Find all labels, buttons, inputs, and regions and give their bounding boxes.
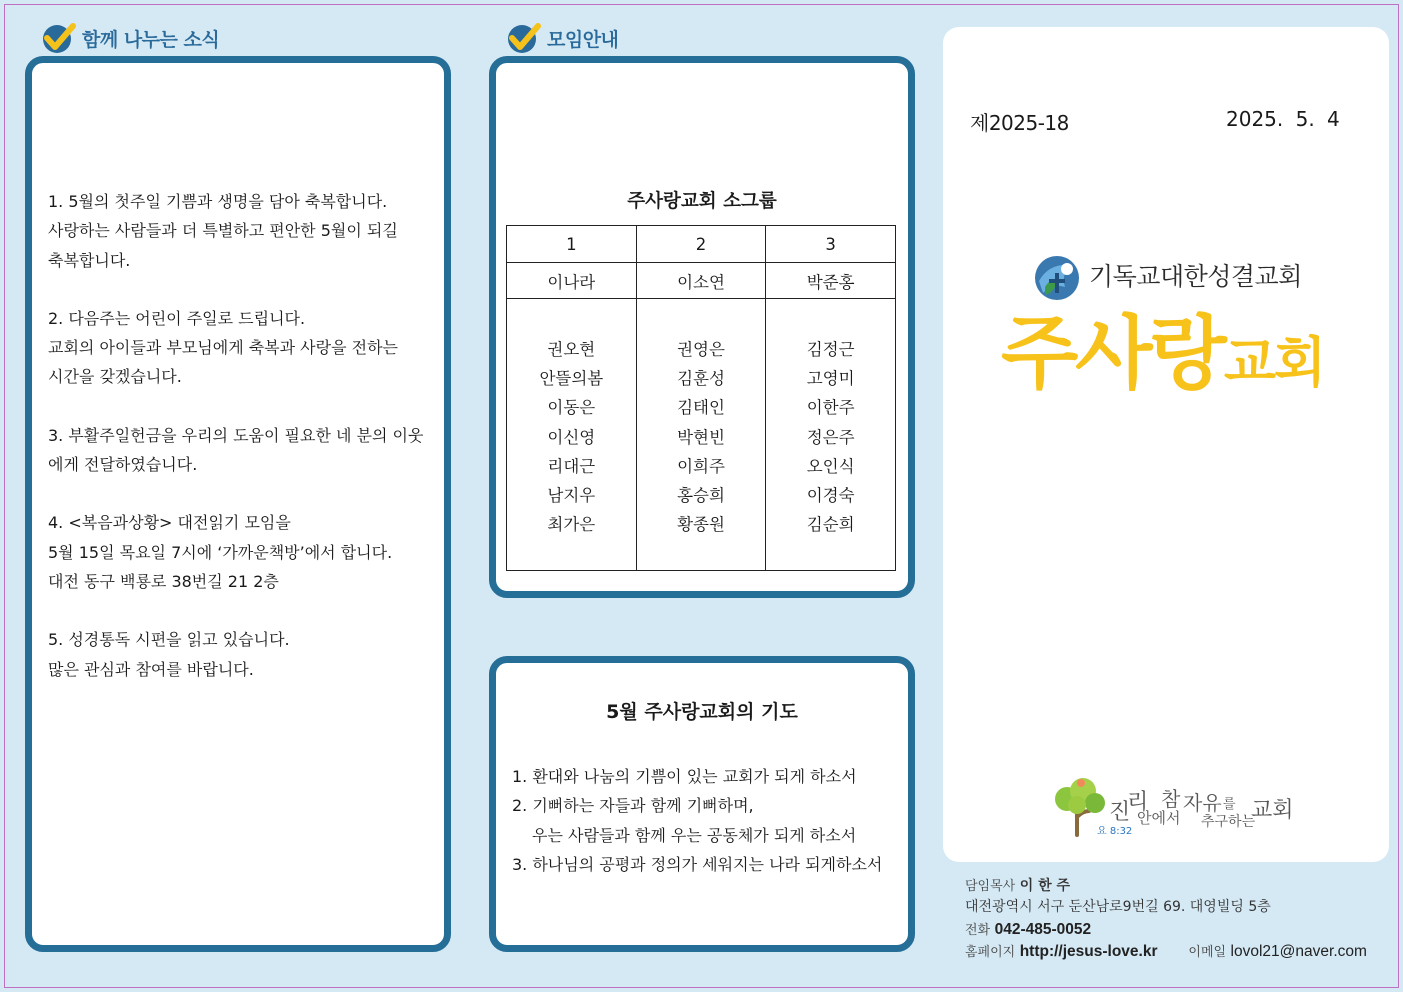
- news-heading: [40, 22, 219, 54]
- member: 이희주: [677, 456, 725, 476]
- table-row: [507, 299, 896, 571]
- pastor-label: 담임목사: [965, 879, 1016, 894]
- church-name: [1001, 289, 1324, 404]
- table-row: [507, 263, 896, 299]
- member: 권오현: [547, 340, 596, 359]
- news-line: 2. 다음주는 어린이 주일로 드립니다.: [48, 308, 306, 328]
- group-number: 1: [507, 226, 637, 263]
- group-members: [766, 299, 896, 571]
- news-line: 3. 부활주일헌금을 우리의 도움이 필요한 네 분의 이웃: [48, 425, 424, 445]
- member: 안뜰의봄: [539, 369, 604, 389]
- slogan-part: 참: [1161, 787, 1181, 811]
- cover-panel: [943, 27, 1389, 862]
- meetings-heading-label: 모임안내: [547, 28, 619, 51]
- member: 오인식: [806, 456, 855, 476]
- phone-number: 042-485-0052: [994, 920, 1092, 938]
- member: 김정근: [806, 340, 855, 359]
- address: 대전광역시 서구 둔산남로9번길 69. 대영빌딩 5층: [965, 899, 1271, 916]
- member: 이신영: [547, 427, 596, 447]
- group-number: 2: [636, 226, 766, 263]
- church-name-main: 주사랑: [1001, 307, 1224, 400]
- slogan-part: 자유: [1183, 791, 1222, 815]
- prayer-list: [512, 762, 882, 879]
- news-heading-label: 함께 나누는 소식: [82, 28, 220, 51]
- slogan-part: 진: [1109, 800, 1131, 825]
- pastor-name: 이 한 주: [1019, 878, 1071, 894]
- small-groups-table: [506, 225, 896, 571]
- group-leader: 이소연: [636, 263, 766, 299]
- small-groups-title: 주사랑교회 소그룹: [627, 191, 777, 212]
- email-link[interactable]: lovol21@naver.com: [1230, 942, 1367, 960]
- homepage-label: 홈페이지: [965, 944, 1016, 960]
- news-line: 1. 5월의 첫주일 기쁨과 생명을 담아 축복합니다.: [48, 192, 388, 211]
- news-item: [48, 508, 438, 596]
- verse-reference: 요 8:32: [1097, 826, 1133, 837]
- member: 최가은: [547, 515, 596, 535]
- news-line: 시간을 갖겠습니다.: [48, 367, 182, 387]
- member: 이동은: [547, 398, 596, 418]
- member: 이경숙: [806, 486, 855, 506]
- church-name-suffix: 교회: [1223, 331, 1325, 394]
- news-item: [48, 421, 438, 480]
- member: 김순희: [806, 515, 855, 535]
- group-members: [507, 299, 637, 571]
- check-icon: [505, 22, 541, 54]
- member: 남지우: [547, 486, 596, 506]
- news-list: [48, 187, 438, 713]
- news-line: 많은 관심과 참여를 바랍니다.: [48, 659, 254, 679]
- news-item: [48, 304, 438, 392]
- member: 리대근: [547, 456, 596, 476]
- contact-info: [965, 876, 1367, 963]
- group-members: [636, 299, 766, 571]
- news-line: 에게 전달하였습니다.: [48, 455, 198, 475]
- prayer-panel: [489, 656, 915, 952]
- slogan-part: 를: [1223, 797, 1236, 812]
- news-item: [48, 187, 438, 275]
- news-panel: [25, 56, 451, 952]
- news-line: 5월 15일 목요일 7시에 ‘가까운책방’에서 합니다.: [48, 542, 393, 562]
- member: 권영은: [677, 340, 725, 359]
- news-item: [48, 625, 438, 684]
- news-line: 교회의 아이들과 부모님에게 축복과 사랑을 전하는: [48, 338, 399, 358]
- member: 황종원: [677, 515, 725, 535]
- slogan: [1109, 779, 1299, 839]
- homepage-link[interactable]: http://jesus-love.kr: [1019, 942, 1158, 960]
- group-leader: 이나라: [507, 263, 637, 299]
- member: 이한주: [806, 398, 855, 418]
- check-icon: [40, 22, 76, 54]
- issue-date: 2025. 5. 4: [1226, 107, 1340, 131]
- group-leader: 박준홍: [766, 263, 896, 299]
- small-groups-panel: [489, 56, 915, 598]
- member: 홍승희: [677, 486, 725, 506]
- email-label: 이메일: [1188, 944, 1227, 960]
- slogan-part: 안에서: [1137, 809, 1181, 827]
- prayer-line: 1. 환대와 나눔의 기쁨이 있는 교회가 되게 하소서: [512, 767, 857, 786]
- news-line: 4. <복음과상황> 대전읽기 모임을: [48, 513, 291, 533]
- meetings-heading: [505, 22, 618, 54]
- prayer-line: 3. 하나님의 공평과 정의가 세워지는 나라 되게하소서: [512, 854, 883, 874]
- pastor-line: [965, 876, 1367, 897]
- prayer-line: 우는 사람들과 함께 우는 공동체가 되게 하소서: [532, 825, 857, 845]
- table-row: [507, 226, 896, 263]
- member: 정은주: [806, 427, 855, 447]
- web-line: [965, 941, 1367, 963]
- issue-number: 제2025-18: [970, 111, 1069, 135]
- group-number: 3: [766, 226, 896, 263]
- news-line: 대전 동구 백룡로 38번길 21 2층: [48, 571, 279, 591]
- phone-label: 전화: [965, 922, 991, 938]
- member: 고영미: [806, 369, 855, 389]
- prayer-line: 2. 기뻐하는 자들과 함께 기뻐하며,: [512, 796, 754, 816]
- news-line: 사랑하는 사람들과 더 특별하고 편안한 5월이 되길: [48, 221, 398, 241]
- slogan-part: 추구하는: [1201, 814, 1256, 830]
- slogan-part: 리: [1127, 790, 1149, 815]
- news-line: 5. 성경통독 시편을 읽고 있습니다.: [48, 630, 290, 650]
- denomination-name: 기독교대한성결교회: [1089, 262, 1302, 291]
- news-line: 축복합니다.: [48, 250, 131, 270]
- slogan-part: 교회: [1251, 798, 1294, 823]
- prayer-title: 5월 주사랑교회의 기도: [606, 701, 798, 723]
- member: 박현빈: [677, 427, 725, 447]
- member: 김태인: [677, 398, 725, 418]
- member: 김훈성: [677, 369, 725, 389]
- phone-line: [965, 919, 1367, 941]
